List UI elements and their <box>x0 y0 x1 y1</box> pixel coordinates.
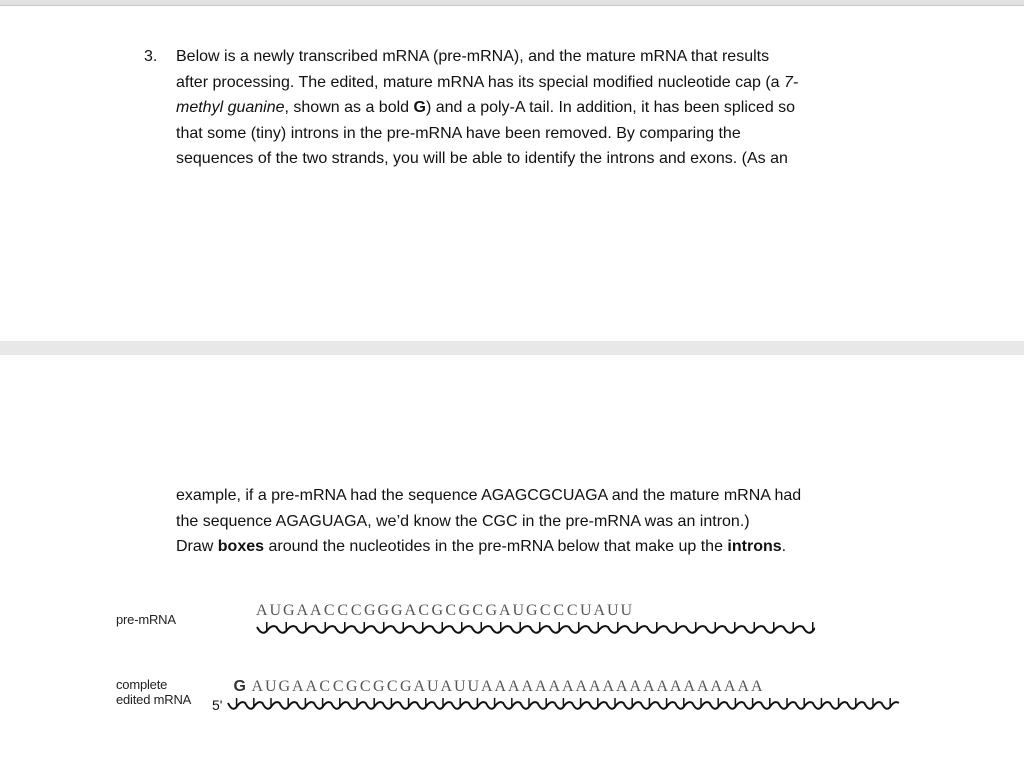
edited-mrna-nucleotide: A <box>683 678 696 695</box>
pre-mrna-nucleotide[interactable]: A <box>309 602 322 619</box>
edited-mrna-nucleotide: C <box>319 678 331 695</box>
page-break <box>0 341 1024 355</box>
edited-mrna-nucleotide: A <box>710 678 723 695</box>
instruction-text: Draw <box>176 538 218 555</box>
edited-mrna-nucleotide: A <box>723 678 736 695</box>
pre-mrna-nucleotide[interactable]: G <box>363 602 376 619</box>
example-line: example, if a pre-mRNA had the sequence AGAGCGCUAGA and the mature mRNA had <box>176 487 802 504</box>
pre-mrna-nucleotide[interactable]: A <box>255 602 268 619</box>
edited-mrna-nucleotide: A <box>480 678 493 695</box>
pre-mrna-nucleotide[interactable]: U <box>269 602 282 619</box>
edited-mrna-nucleotide: A <box>588 678 601 695</box>
edited-mrna-nucleotide: A <box>305 678 318 695</box>
instruction-bold: introns <box>727 538 782 555</box>
pre-mrna-nucleotide[interactable]: U <box>606 602 619 619</box>
pre-mrna-nucleotide[interactable]: C <box>539 602 551 619</box>
instruction-text: . <box>781 538 787 555</box>
instruction-bold: boxes <box>217 538 265 555</box>
pre-mrna-nucleotide[interactable]: U <box>620 602 633 619</box>
edited-mrna-nucleotide: C <box>386 678 398 695</box>
pre-mrna-nucleotide[interactable]: C <box>553 602 565 619</box>
intro-line: that some (tiny) introns in the pre-mRNA have been removed. By comparing the <box>176 124 741 142</box>
edited-mrna-nucleotide: A <box>291 678 304 695</box>
question-intro <box>176 44 921 172</box>
intro-line <box>176 70 921 96</box>
pre-mrna-nucleotide[interactable]: A <box>404 602 417 619</box>
pre-mrna-nucleotide[interactable]: C <box>418 602 430 619</box>
instruction-text: around the nucleotides in the pre-mRNA below that make up the <box>264 538 728 555</box>
edited-mrna-nucleotide: A <box>521 678 534 695</box>
edited-mrna-nucleotide: U <box>467 678 480 695</box>
pre-mrna-nucleotide[interactable]: C <box>472 602 484 619</box>
edited-mrna-nucleotide: A <box>642 678 655 695</box>
edited-mrna-nucleotide: A <box>575 678 588 695</box>
example-line: the sequence AGAGUAGA, we’d know the CGC in the pre-mRNA was an intron.) <box>176 512 750 530</box>
intro-line: Below is a newly transcribed mRNA (pre-mRNA), and the mature mRNA that results <box>176 48 770 65</box>
edited-mrna-sequence <box>233 678 764 696</box>
edited-mrna-nucleotide: A <box>656 678 669 695</box>
pre-mrna-nucleotide[interactable]: A <box>498 602 511 619</box>
intro-text: ) and a poly-A tail. In addition, it has been spliced so <box>425 99 796 116</box>
edited-mrna-nucleotide: A <box>494 678 507 695</box>
edited-mrna-nucleotide: A <box>602 678 615 695</box>
pre-mrna-nucleotide[interactable]: G <box>390 602 403 619</box>
intro-text: , shown as a bold <box>284 99 414 116</box>
instruction-line <box>176 534 921 560</box>
edited-mrna-nucleotide: A <box>440 678 453 695</box>
edited-label-line: edited mRNA <box>116 692 192 707</box>
edited-mrna-backbone <box>222 698 902 714</box>
pre-mrna-nucleotide[interactable]: A <box>296 602 309 619</box>
pre-mrna-nucleotide[interactable]: C <box>566 602 578 619</box>
edited-mrna-nucleotide: A <box>737 678 750 695</box>
edited-mrna-nucleotide: A <box>507 678 520 695</box>
edited-mrna-nucleotide: C <box>332 678 344 695</box>
methyl-guanine-cap: G <box>233 678 246 695</box>
intro-line: sequences of the two strands, you will be able to identify the introns and exons. (As an <box>176 150 788 167</box>
edited-mrna-nucleotide: G <box>345 678 358 695</box>
intro-line <box>176 95 921 121</box>
intro-text: after processing. The edited, mature mRNA has its special modified nucleotide cap (a <box>176 73 785 91</box>
pre-mrna-nucleotide[interactable]: G <box>282 602 295 619</box>
edited-mrna-nucleotide: A <box>696 678 709 695</box>
edited-mrna-nucleotide: A <box>615 678 628 695</box>
edited-label-line: complete <box>116 677 168 692</box>
edited-mrna-nucleotide: C <box>359 678 371 695</box>
pre-mrna-nucleotide[interactable]: G <box>485 602 498 619</box>
edited-mrna-nucleotide: A <box>251 678 264 695</box>
edited-mrna-nucleotide: A <box>548 678 561 695</box>
pre-mrna-nucleotide[interactable]: C <box>337 602 349 619</box>
pre-mrna-label: pre-mRNA <box>116 612 176 627</box>
pre-mrna-backbone <box>255 622 815 638</box>
edited-mrna-nucleotide: U <box>453 678 466 695</box>
edited-mrna-nucleotide: A <box>561 678 574 695</box>
edited-mrna-label <box>116 677 191 707</box>
five-prime-marker: 5' <box>212 697 223 713</box>
edited-mrna-nucleotide: A <box>413 678 426 695</box>
edited-mrna-nucleotide: A <box>669 678 682 695</box>
edited-mrna-nucleotide: G <box>278 678 291 695</box>
top-page-edge <box>0 0 1024 6</box>
pre-mrna-nucleotide[interactable]: A <box>593 602 606 619</box>
pre-mrna-nucleotide[interactable]: C <box>350 602 362 619</box>
pre-mrna-nucleotide[interactable]: G <box>431 602 444 619</box>
pre-mrna-nucleotide[interactable]: U <box>512 602 525 619</box>
edited-mrna-nucleotide: U <box>426 678 439 695</box>
bold-g: G <box>413 99 426 116</box>
pre-mrna-nucleotide[interactable]: C <box>445 602 457 619</box>
edited-mrna-nucleotide: A <box>534 678 547 695</box>
edited-mrna-nucleotide: A <box>750 678 763 695</box>
pre-mrna-nucleotide[interactable]: G <box>458 602 471 619</box>
pre-mrna-nucleotide[interactable]: C <box>323 602 335 619</box>
cap-term: 7- <box>784 73 799 91</box>
question-number: 3. <box>144 48 158 65</box>
pre-mrna-nucleotide[interactable]: U <box>579 602 592 619</box>
pre-mrna-nucleotide[interactable]: G <box>525 602 538 619</box>
edited-mrna-nucleotide: A <box>629 678 642 695</box>
edited-mrna-nucleotide: G <box>372 678 385 695</box>
pre-mrna-sequence[interactable] <box>255 602 633 620</box>
edited-mrna-nucleotide: U <box>264 678 277 695</box>
cap-term: methyl guanine <box>176 99 285 116</box>
edited-mrna-nucleotide: G <box>399 678 412 695</box>
question-example <box>176 483 921 560</box>
pre-mrna-nucleotide[interactable]: G <box>377 602 390 619</box>
